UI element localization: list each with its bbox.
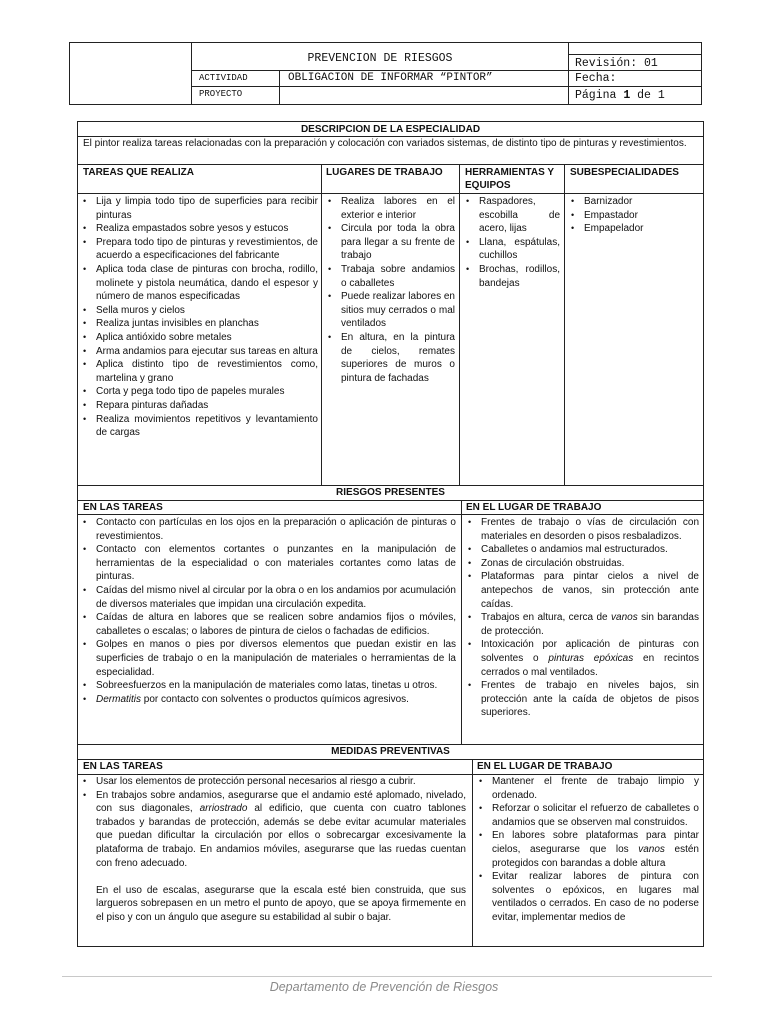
header-blank-cell xyxy=(569,43,701,55)
list-item: • Aplica antióxido sobre metales xyxy=(78,331,318,345)
list-item: • Realiza movimientos repetitivos y levantamiento de cargas xyxy=(78,413,318,440)
list-item: • Brochas, rodillos, bandejas xyxy=(461,263,560,290)
medidas-tareas-header: EN LAS TAREAS xyxy=(83,761,163,772)
altura-text-b: sin barandas de protección. xyxy=(481,612,699,637)
list-item: • Llana, espátulas, cuchillos xyxy=(461,236,560,263)
list-item: • Arma andamios para ejecutar sus tareas en altura xyxy=(78,345,318,359)
intox-text-a: Intoxicación por aplicación de pinturas con solventes o xyxy=(481,639,699,664)
riesgos-tareas-list xyxy=(78,516,456,706)
list-item: • Aplica toda clase de pinturas con brocha, rodillo, molinete y pistola neumática, dando el espesor y número de manos especificadas xyxy=(78,263,318,304)
herramientas-header: HERRAMIENTAS Y EQUIPOS xyxy=(465,167,554,191)
list-item: • Caídas de altura en labores que se realicen sobre andamios fijos o móviles, caballetes o escalas; o labores de pintura de cielos o fachadas de edificios. xyxy=(78,611,456,638)
dermatitis-rest: por contacto con solventes o productos químicos agresivos. xyxy=(141,693,409,705)
list-item: • Aplica distinto tipo de revestimientos como, martelina y grano xyxy=(78,358,318,385)
andamios-text-a: En trabajos sobre andamios, asegurarse que el andamio esté aplomado, nivelado, con sus diagonales, xyxy=(96,789,466,815)
lugares-header: LUGARES DE TRABAJO xyxy=(326,167,443,178)
footer-text: Departamento de Prevención de Riesgos xyxy=(269,980,499,994)
list-item: • Puede realizar labores en sitios muy cerrados o mal ventilados xyxy=(323,290,455,331)
list-item: • Contacto con elementos cortantes o punzantes en la manipulación de herramientas de la especialidad o con materiales cortantes como latas de pinturas. xyxy=(78,543,456,584)
document-header xyxy=(69,42,702,105)
list-item xyxy=(78,789,466,871)
list-item: • Caídas del mismo nivel al circular por la obra o en los andamios por acumulación de diversos materiales que impidan una circulación expedita. xyxy=(78,584,456,611)
especialidad-description: El pintor realiza tareas relacionadas con la preparación y colocación con variados sistemas, de distinto tipo de pinturas y revestimientos. xyxy=(83,138,687,149)
list-item: • Repara pinturas dañadas xyxy=(78,399,318,413)
list-item: • Reforzar o solicitar el refuerzo de caballetes o andamios que se observen mal construidos. xyxy=(474,802,699,829)
list-item: • Contacto con partículas en los ojos en la preparación o aplicación de pinturas o revestimientos. xyxy=(78,516,456,543)
list-item: • Raspadores, escobilla de acero, lijas xyxy=(461,195,560,236)
fecha-field: Fecha: xyxy=(569,71,701,87)
lugares-list xyxy=(323,195,455,385)
subespecialidades-header: SUBESPECIALIDADES xyxy=(570,167,679,178)
medidas-lugar-list xyxy=(474,775,699,925)
list-item: • Usar los elementos de protección personal necesarios al riesgo a cubrir. xyxy=(78,775,466,789)
list-item: • Empapelador xyxy=(566,222,700,236)
list-item xyxy=(463,638,699,679)
vanos-text-a: En labores sobre plataformas para pintar cielos, asegurarse que los xyxy=(492,830,699,855)
logo-cell xyxy=(70,43,192,104)
list-item: • En altura, en la pintura de cielos, remates superiores de muros o pintura de fachadas xyxy=(323,331,455,385)
header-title: PREVENCION DE RIESGOS xyxy=(192,43,568,71)
list-item: • Evitar realizar labores de pintura con solventes o epóxicos, en lugares mal ventilados o cerrados. En caso de no poderse evitar, implementar medios de xyxy=(474,870,699,924)
list-item: • Realiza empastados sobre yesos y estucos xyxy=(78,222,318,236)
list-item: • Corta y pega todo tipo de papeles murales xyxy=(78,385,318,399)
header-right xyxy=(569,43,701,104)
riesgos-title: RIESGOS PRESENTES xyxy=(336,487,445,498)
footer-divider xyxy=(62,976,712,977)
altura-text-a: Trabajos en altura, cerca de xyxy=(481,612,612,624)
riesgos-tareas-header: EN LAS TAREAS xyxy=(83,502,163,513)
riesgos-lugar-header: EN EL LUGAR DE TRABAJO xyxy=(466,502,602,513)
list-item: • Realiza juntas invisibles en planchas xyxy=(78,317,318,331)
list-item: • Caballetes o andamios mal estructurados. xyxy=(463,543,699,557)
vanos-text-em: vanos xyxy=(638,843,665,855)
intox-text-b: en recintos cerrados o mal ventilados. xyxy=(481,652,699,678)
list-item xyxy=(78,693,456,707)
andamios-text-em: arriostrado xyxy=(199,803,248,815)
list-item: • Frentes de trabajo o vías de circulación con materiales en desorden o pisos resbaladizos. xyxy=(463,516,699,543)
tareas-header: TAREAS QUE REALIZA xyxy=(83,167,194,178)
list-item: • Frentes de trabajo en niveles bajos, sin protección ante la caída de objetos de pisos superiores. xyxy=(463,679,699,720)
subespecialidades-list xyxy=(566,195,700,236)
escalas-paragraph: En el uso de escalas, asegurarse que la escala esté bien construida, que sus largueros sobrepasen en un metro el punto de apoyo, que se apoya firmemente en el piso y con un ángulo que asegure su estabilidad al subir o bajar. xyxy=(96,884,466,923)
list-item: • Golpes en manos o pies por diversos elementos que puedan existir en las superficies de trabajo o en la manipulación de materiales o herramientas de la especialidad. xyxy=(78,638,456,679)
dermatitis-term: Dermatitis xyxy=(96,693,142,705)
list-item: • Realiza labores en el exterior e interior xyxy=(323,195,455,222)
pagina-suffix: de 1 xyxy=(630,89,665,102)
andamios-text-b: al edificio, que cuenta con cuatro tablones trabados y barandas de protección, además se debe evitar acumular materiales que puedan dificultar la circulación por ellos o sobrecargar excesivamente la plataforma de trabajo. En andamios móviles, asegurarse que las ruedas cuentan con freno adecuado. xyxy=(96,803,466,869)
list-item: • Sella muros y cielos xyxy=(78,304,318,318)
list-item: • Sobreesfuerzos en la manipulación de materiales como latas, tinetas u otros. xyxy=(78,679,456,693)
list-item xyxy=(463,611,699,638)
actividad-row xyxy=(192,71,568,87)
list-item: • Prepara todo tipo de pinturas y revestimientos, de acuerdo a especificaciones del fabricante xyxy=(78,236,318,263)
herramientas-list xyxy=(461,195,560,290)
list-item: • Lija y limpia todo tipo de superficies para recibir pinturas xyxy=(78,195,318,222)
actividad-label: ACTIVIDAD xyxy=(192,71,280,86)
list-item: • Plataformas para pintar cielos a nivel de antepechos de vanos, sin protección ante caídas. xyxy=(463,570,699,611)
header-middle xyxy=(192,43,569,104)
especialidad-title: DESCRIPCION DE LA ESPECIALIDAD xyxy=(300,124,481,135)
riesgos-lugar-list xyxy=(463,516,699,720)
proyecto-row xyxy=(192,87,568,104)
medidas-title: MEDIDAS PREVENTIVAS xyxy=(331,746,450,757)
risk-table xyxy=(77,121,704,947)
list-item: • Trabaja sobre andamios o caballetes xyxy=(323,263,455,290)
proyecto-label: PROYECTO xyxy=(192,87,280,104)
medidas-lugar-header: EN EL LUGAR DE TRABAJO xyxy=(477,761,613,772)
pagina-number: 1 xyxy=(623,89,631,102)
list-item: • Mantener el frente de trabajo limpio y ordenado. xyxy=(474,775,699,802)
medidas-tareas-list xyxy=(78,775,466,925)
list-item: • Circula por toda la obra para llegar a su frente de trabajo xyxy=(323,222,455,263)
pagina-field xyxy=(569,87,701,104)
list-item: • Zonas de circulación obstruidas. xyxy=(463,557,699,571)
altura-text-em: vanos xyxy=(611,612,638,624)
tareas-list xyxy=(78,195,318,440)
actividad-value: OBLIGACION DE INFORMAR “PINTOR” xyxy=(288,72,493,84)
pagina-prefix: Página xyxy=(575,89,624,102)
intox-text-em: pinturas epóxicas xyxy=(548,652,634,664)
list-item xyxy=(474,829,699,870)
list-item: • Barnizador xyxy=(566,195,700,209)
vanos-text-b: estén protegidos con barandas a doble altura xyxy=(492,843,699,869)
revision-field: Revisión: 01 xyxy=(569,55,701,71)
list-item: • Empastador xyxy=(566,209,700,223)
